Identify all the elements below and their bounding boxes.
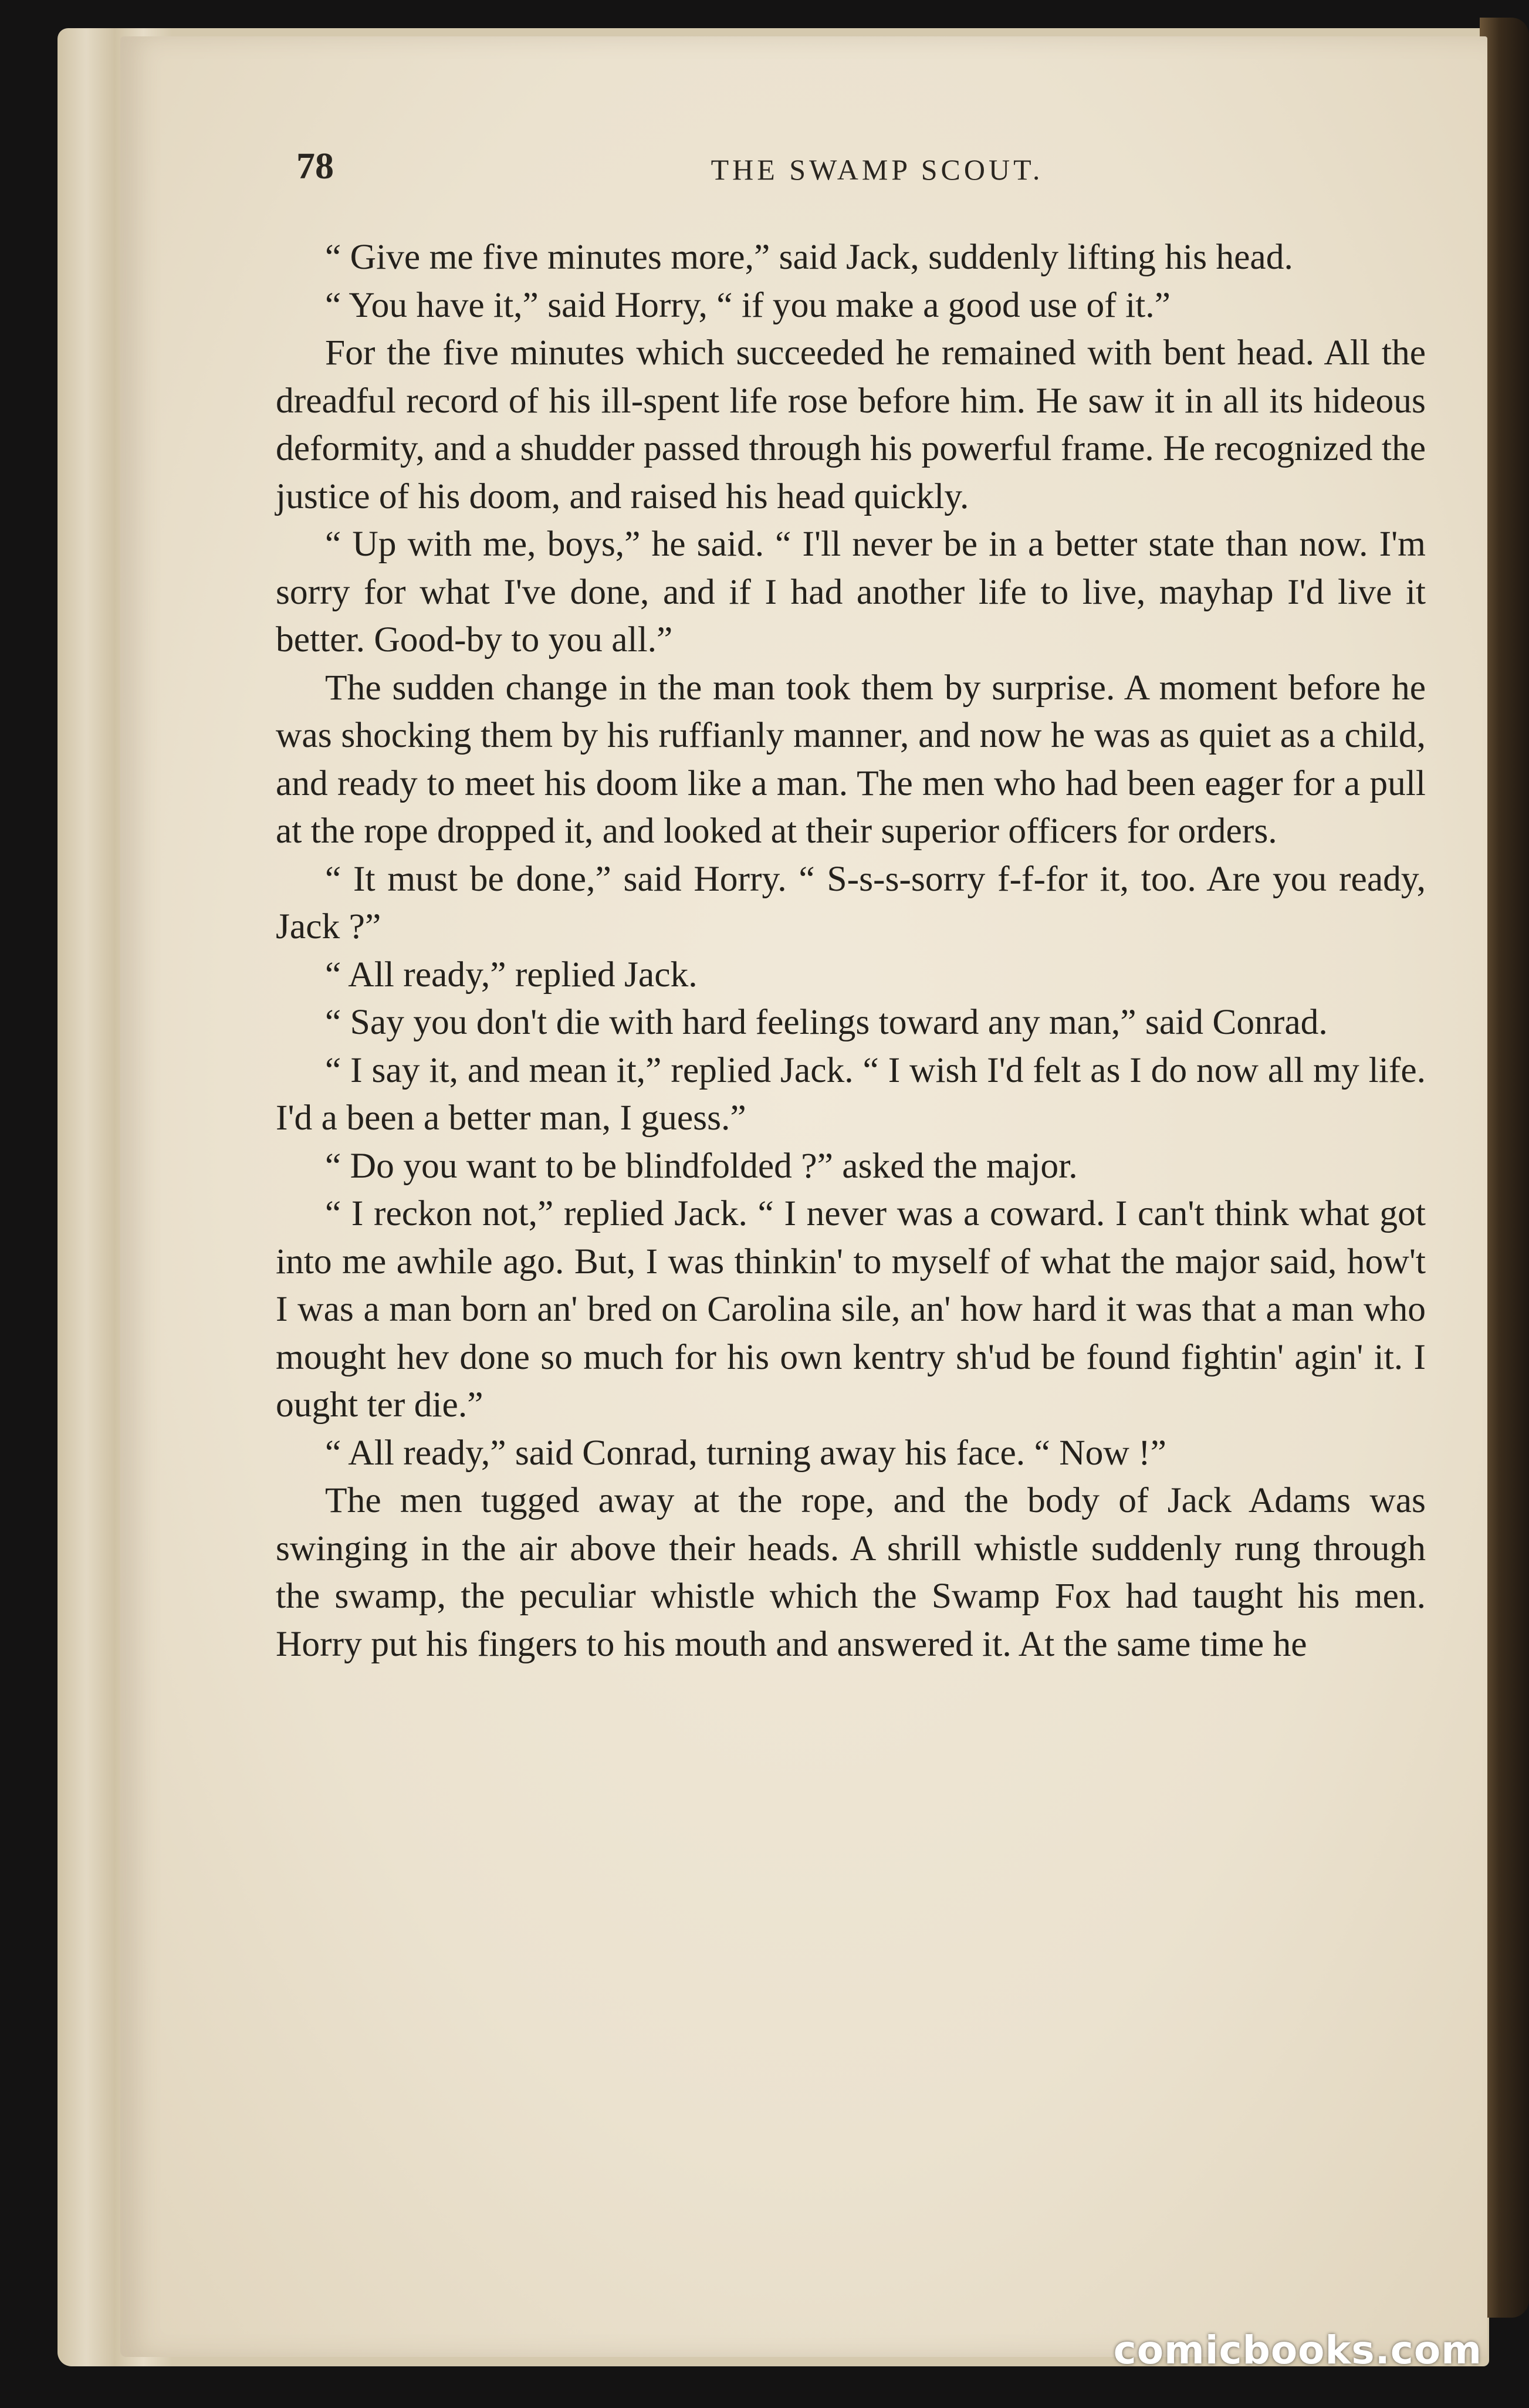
paragraph: For the five minutes which succeeded he remained with bent head. All the dreadful record of his ill-spent life rose before him. He saw it in all its hideous deformity, and a shudder passed through his powerful frame. He recognized the justice of his doom, and raised his head quickly. (276, 333, 1426, 516)
body-text (276, 234, 1426, 1668)
paragraph: “ It must be done,” said Horry. “ S-s-s-sorry f-f-for it, too. Are you ready, Jack ?” (276, 858, 1426, 946)
paragraph: “ All ready,” said Conrad, turning away his face. “ Now !” (325, 1432, 1166, 1473)
paragraph: “ Give me five minutes more,” said Jack, suddenly lifting his head. (325, 237, 1293, 277)
page-header (296, 144, 1458, 203)
paragraph: “ I reckon not,” replied Jack. “ I never was a coward. I can't think what got into me awhile ago. But, I was thinkin' to myself of what the major said, how't I was a man born an' bred on Carolina sile, an' how hard it was that a man who mought hev done so much for his own kentry sh'ud be found fightin' agin' it. I ought ter die.” (276, 1193, 1426, 1425)
paragraph: “ Up with me, boys,” he said. “ I'll never be in a better state than now. I'm sorry for what I've done, and if I had another life to live, mayhap I'd live it better. Good-by to you all.” (276, 524, 1426, 660)
paragraph: “ Say you don't die with hard feelings toward any man,” said Conrad. (325, 1002, 1328, 1042)
paragraph: The men tugged away at the rope, and the body of Jack Adams was swinging in the air above their heads. A shrill whistle suddenly rung through the swamp, the peculiar whistle which the Swamp Fox had taught his men. Horry put his fingers to his mouth and answered it. At the same time he (276, 1480, 1426, 1664)
paragraph: The sudden change in the man took them by surprise. A moment before he was shocking them by his ruffianly manner, and now he was as quiet as a child, and ready to meet his doom like a man. The men who had been eager for a pull at the rope dropped it, and looked at their superior officers for orders. (276, 667, 1426, 851)
paragraph: “ All ready,” replied Jack. (325, 954, 698, 995)
paragraph: “ I say it, and mean it,” replied Jack. “ I wish I'd felt as I do now all my life. I'd a been a better man, I guess.” (276, 1050, 1426, 1138)
paragraph: “ You have it,” said Horry, “ if you make a good use of it.” (325, 285, 1171, 325)
paragraph: “ Do you want to be blindfolded ?” asked the major. (325, 1145, 1078, 1186)
page-number: 78 (296, 145, 334, 187)
running-head: THE SWAMP SCOUT. (711, 153, 1044, 186)
watermark: comicbooks.com (1113, 2328, 1482, 2373)
